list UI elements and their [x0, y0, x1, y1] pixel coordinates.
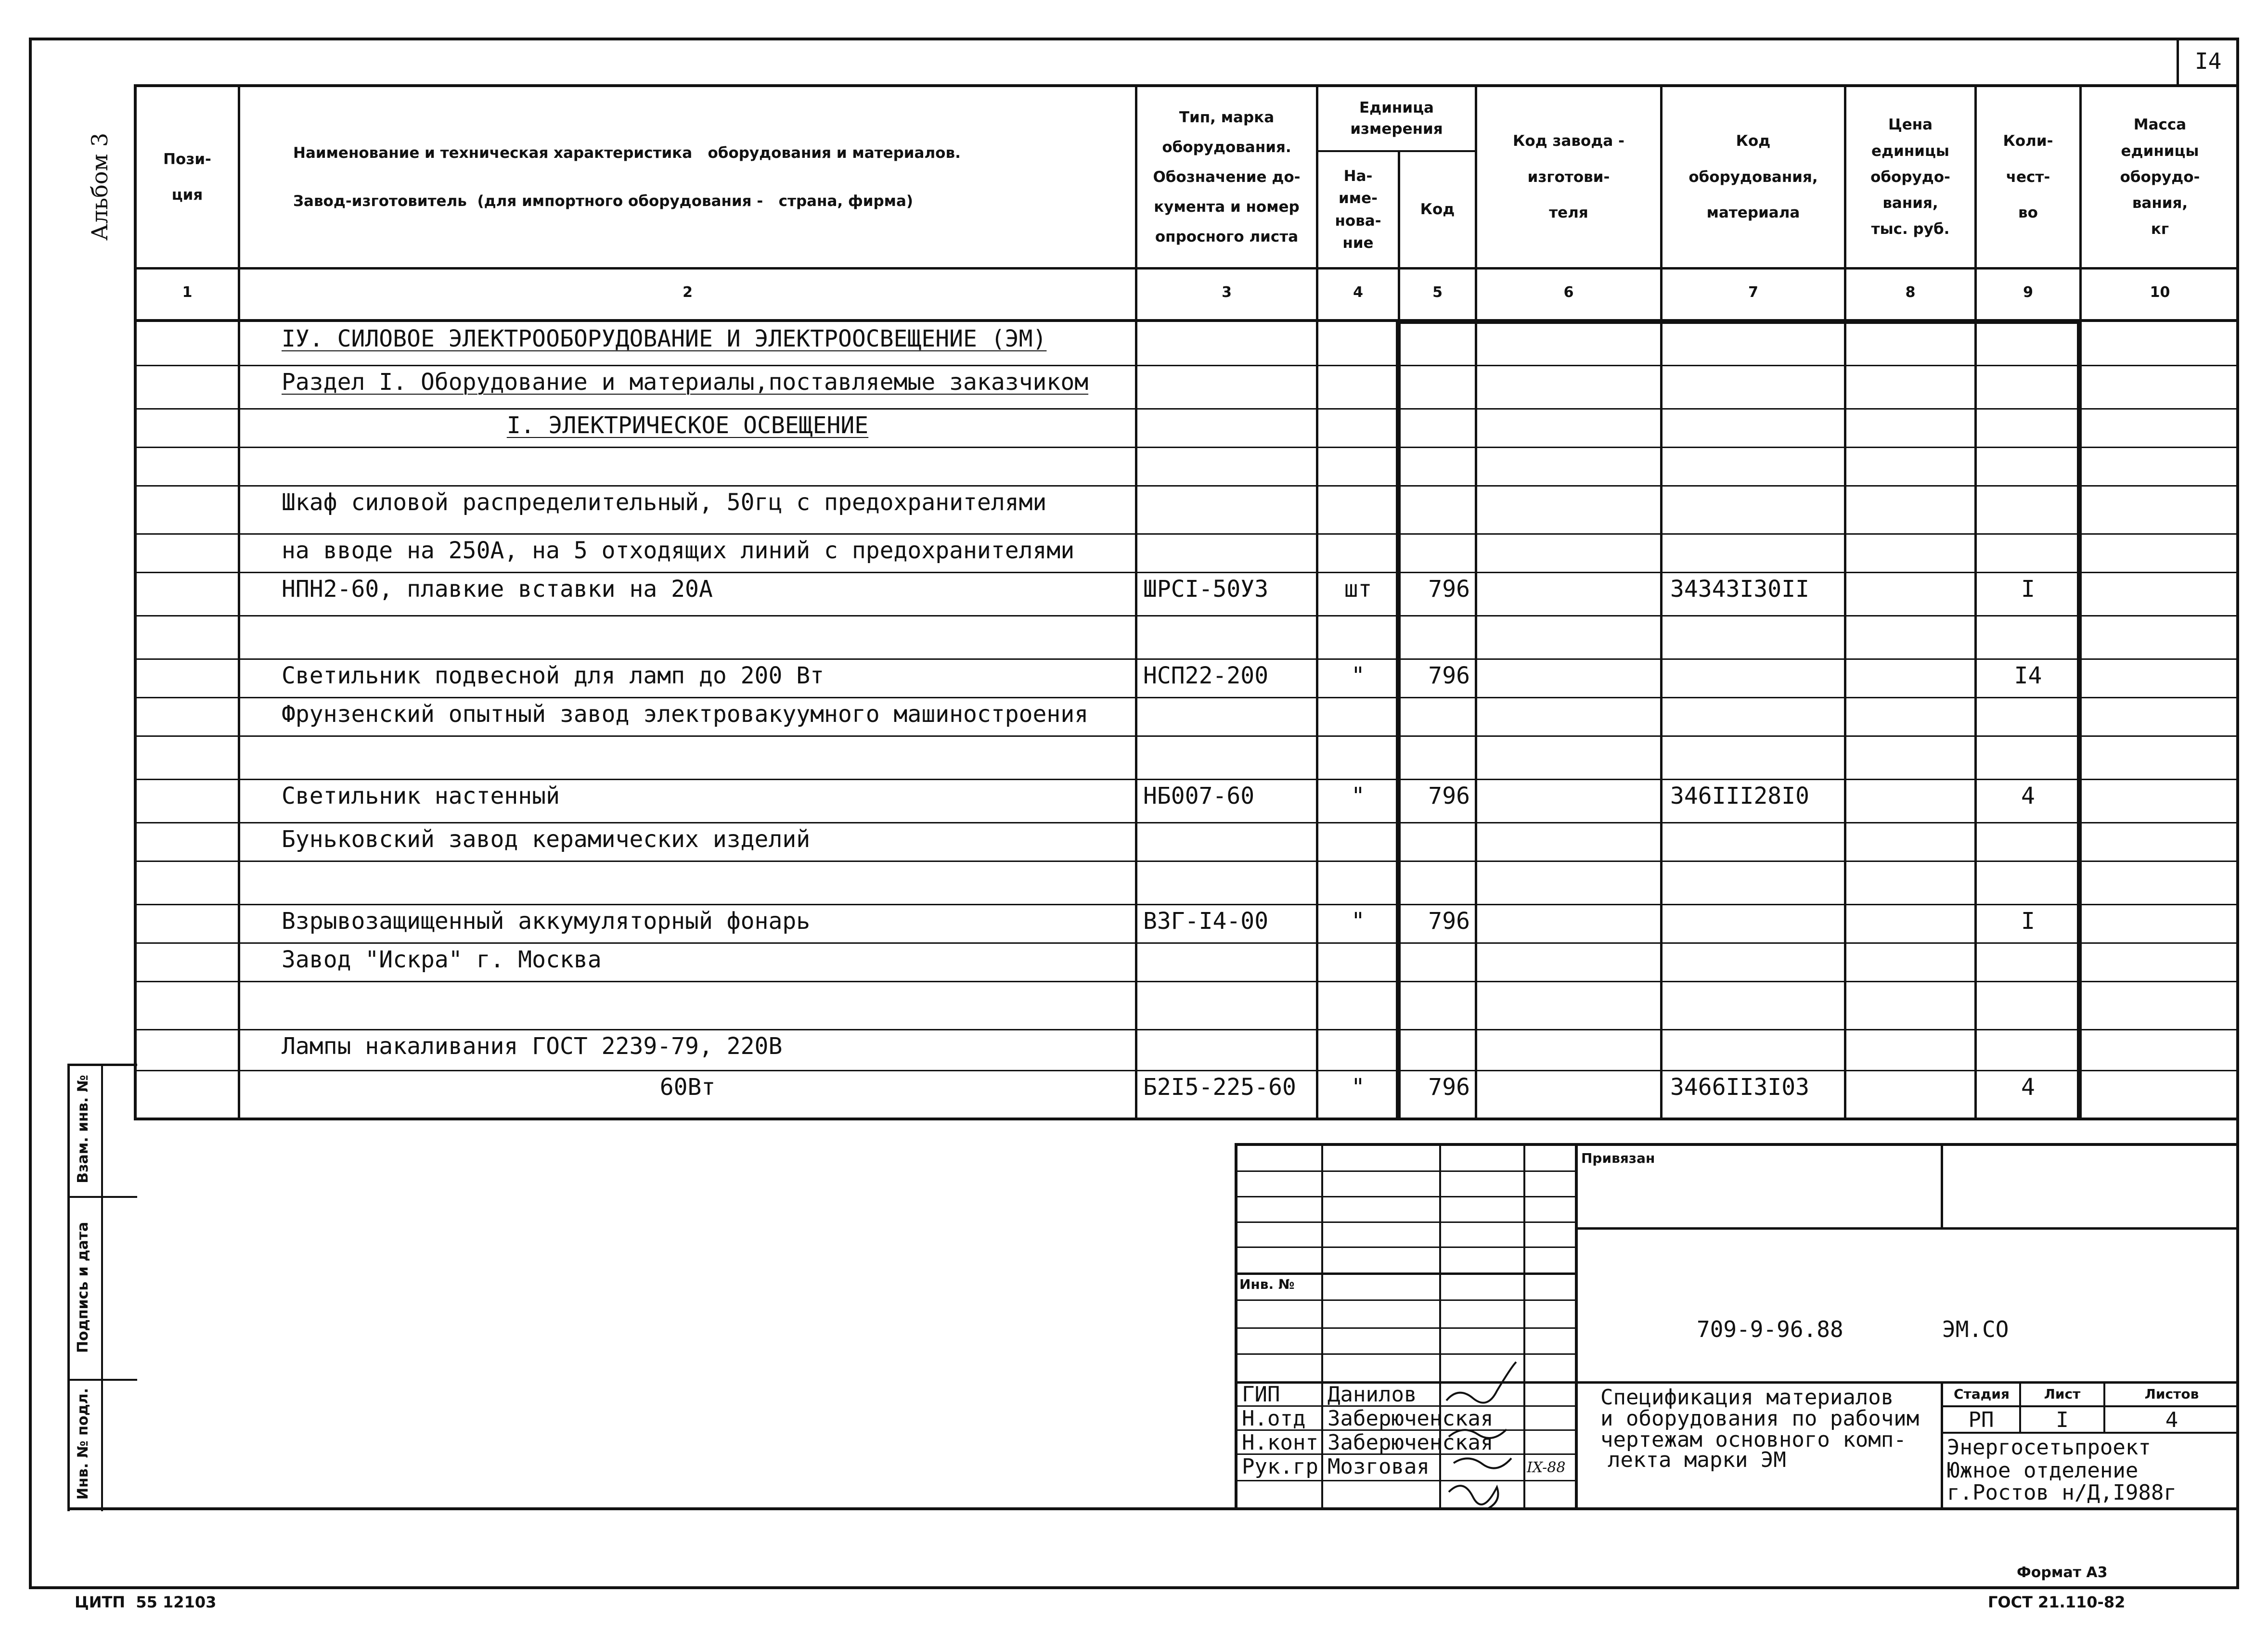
table-row [0, 823, 2268, 864]
signature-role: Рук.гр [1242, 1454, 1318, 1479]
org-line-3: г.Ростов н/Д,I988г [1947, 1480, 2177, 1505]
table-row [0, 982, 2268, 1023]
album-label: Альбом 3 [87, 132, 113, 241]
signature-date: IX-88 [1527, 1459, 1566, 1476]
cell-code: 796 [1428, 1074, 1470, 1101]
stage-label: Стадия [1954, 1386, 2010, 1402]
cell-type: ШРСI-50У3 [1143, 576, 1269, 603]
signature-name: Заберюченская [1327, 1430, 1494, 1455]
cell-type: ВЗГ-I4-00 [1143, 908, 1269, 935]
sheets-label: Листов [2144, 1386, 2199, 1402]
table-row [0, 534, 2268, 576]
doc-title-line-3: чертежам основного комп- [1600, 1427, 1907, 1452]
footer-gost: ГОСТ 21.110-82 [1988, 1593, 2126, 1611]
cell-qty: I [2021, 908, 2035, 935]
header-type: Тип, марка оборудования. Обозначение до- кумента и номер опросного листа [1153, 109, 1301, 245]
doc-title-line-2: и оборудования по рабочим [1600, 1406, 1920, 1431]
table-row [0, 659, 2268, 701]
colnum-9: 9 [2023, 284, 2033, 301]
sheet-value: I [2056, 1408, 2069, 1432]
colnum-7: 7 [1748, 284, 1758, 301]
cell-name: Фрунзенский опытный завод электровакуумного машиностроения [282, 701, 1089, 728]
cell-name: Светильник настенный [282, 783, 560, 810]
header-position: Пози- ция [163, 150, 211, 204]
header-unit-code: Код [1420, 201, 1455, 218]
doc-code: 709-9-96.88 [1697, 1316, 1843, 1342]
cell-qty: 4 [2021, 1074, 2035, 1101]
sheet-number: I4 [2195, 48, 2222, 74]
table-row [0, 1030, 2268, 1071]
org-line-1: Энергосетьпроект [1947, 1435, 2151, 1460]
cell-type: Б2I5-225-60 [1143, 1074, 1296, 1101]
cell-name: Светильник подвесной для ламп до 200 Вт [282, 662, 825, 689]
doc-title-line-1: Спецификация материалов [1600, 1385, 1894, 1410]
table-row [0, 736, 2268, 778]
cell-type: НБ007-60 [1143, 783, 1255, 810]
cell-unit: шт [1344, 576, 1372, 603]
header-name-line1: Наименование и техническая характеристика оборудования и материалов. [293, 144, 961, 162]
frame-top [29, 38, 2238, 40]
header-unit-name: На- име- нова- ние [1335, 167, 1381, 252]
cell-code: 796 [1428, 576, 1470, 603]
colnum-8: 8 [1905, 284, 1916, 301]
signature-name: Данилов [1327, 1382, 1417, 1407]
table-row [0, 616, 2268, 657]
cell-unit: " [1351, 662, 1365, 689]
colnum-5: 5 [1432, 284, 1443, 301]
table-row [0, 1071, 2268, 1112]
cell-name: Буньковский завод керамических изделий [282, 826, 811, 853]
table-row [0, 905, 2268, 946]
signature-role: Н.отд [1242, 1406, 1306, 1431]
privyazan-label: Привязан [1581, 1150, 1655, 1166]
table-row [0, 943, 2268, 985]
table-row [0, 448, 2268, 489]
inv-no-label: Инв. № [1239, 1276, 1295, 1292]
footer-format: Формат А3 [2017, 1564, 2108, 1581]
colnum-3: 3 [1222, 284, 1232, 301]
cell-unit: " [1351, 908, 1365, 935]
cell-qty: I4 [2014, 662, 2042, 689]
cell-name: IУ. СИЛОВОЕ ЭЛЕКТРООБОРУДОВАНИЕ И ЭЛЕКТРООСВЕЩЕНИЕ (ЭМ) [282, 325, 1047, 352]
stamp-vzam-inv: Взам. инв. № [75, 1075, 91, 1183]
cell-name: Взрывозащищенный аккумуляторный фонарь [282, 908, 811, 935]
signature-name: Заберюченская [1327, 1406, 1494, 1431]
footer-code: ЦИТП 55 12103 [75, 1593, 217, 1611]
cell-name: Лампы накаливания ГОСТ 2239-79, 220В [282, 1033, 783, 1060]
table-row [0, 861, 2268, 903]
cell-name: Раздел I. Оборудование и материалы,поставляемые заказчиком [282, 369, 1089, 396]
sheets-value: 4 [2165, 1408, 2178, 1432]
header-name-line2: Завод-изготовитель (для импортного оборудования - страна, фирма) [293, 192, 914, 210]
doc-mark: ЭМ.СО [1942, 1316, 2009, 1342]
cell-qty: I [2021, 576, 2035, 603]
stage-value: РП [1968, 1408, 1994, 1432]
cell-code: 796 [1428, 783, 1470, 810]
cell-equip_code: 346III28I0 [1670, 783, 1809, 810]
table-row [0, 486, 2268, 527]
colnum-1: 1 [182, 284, 193, 301]
frame-bottom [29, 1586, 2239, 1589]
cell-code: 796 [1428, 662, 1470, 689]
header-mass: Масса единицы оборудо- вания, кг [2120, 116, 2200, 238]
cell-name: I. ЭЛЕКТРИЧЕСКОЕ ОСВЕЩЕНИЕ [506, 412, 869, 439]
stamp-podpis-data: Подпись и дата [75, 1221, 91, 1353]
header-name [240, 87, 1135, 267]
doc-title-line-4: лекта марки ЭМ [1608, 1448, 1786, 1472]
cell-code: 796 [1428, 908, 1470, 935]
org-line-2: Южное отделение [1947, 1458, 2139, 1483]
colnum-6: 6 [1563, 284, 1574, 301]
cell-unit: " [1351, 1074, 1365, 1101]
cell-qty: 4 [2021, 783, 2035, 810]
table-row [0, 780, 2268, 821]
cell-type: НСП22-200 [1143, 662, 1269, 689]
stamp-inv-podl: Инв. № подл. [75, 1388, 91, 1500]
header-factory-code: Код завода - изготови- теля [1513, 132, 1624, 222]
cell-unit: " [1351, 783, 1365, 810]
colnum-2: 2 [683, 284, 693, 301]
signatures-scribbles [1439, 1357, 1579, 1511]
sheet-label: Лист [2044, 1386, 2081, 1402]
header-unit-group: Единица измерения [1350, 99, 1443, 138]
header-price: Цена единицы оборудо- вания, тыс. руб. [1870, 116, 1950, 238]
signature-role: Н.конт [1242, 1430, 1318, 1455]
signature-role: ГИП [1242, 1382, 1280, 1407]
cell-name: Шкаф силовой распределительный, 50гц с предохранителями [282, 489, 1047, 516]
colnum-4: 4 [1353, 284, 1363, 301]
cell-name: Завод "Искра" г. Москва [282, 946, 602, 973]
table-row [0, 366, 2268, 407]
header-equip-code: Код оборудования, материала [1688, 132, 1818, 222]
colnum-10: 10 [2150, 284, 2170, 301]
cell-name: 60Вт [659, 1074, 716, 1101]
table-row [0, 409, 2268, 450]
table-row [0, 322, 2268, 364]
signature-name: Мозговая [1327, 1454, 1430, 1479]
cell-name: на вводе на 250А, на 5 отходящих линий с предохранителями [282, 537, 1075, 564]
cell-name: НПН2-60, плавкие вставки на 20А [282, 576, 713, 603]
table-row [0, 698, 2268, 739]
cell-equip_code: 34343I30II [1670, 576, 1809, 603]
cell-equip_code: 3466II3I03 [1670, 1074, 1809, 1101]
header-quantity: Коли- чест- во [2003, 132, 2053, 222]
table-row [0, 573, 2268, 614]
